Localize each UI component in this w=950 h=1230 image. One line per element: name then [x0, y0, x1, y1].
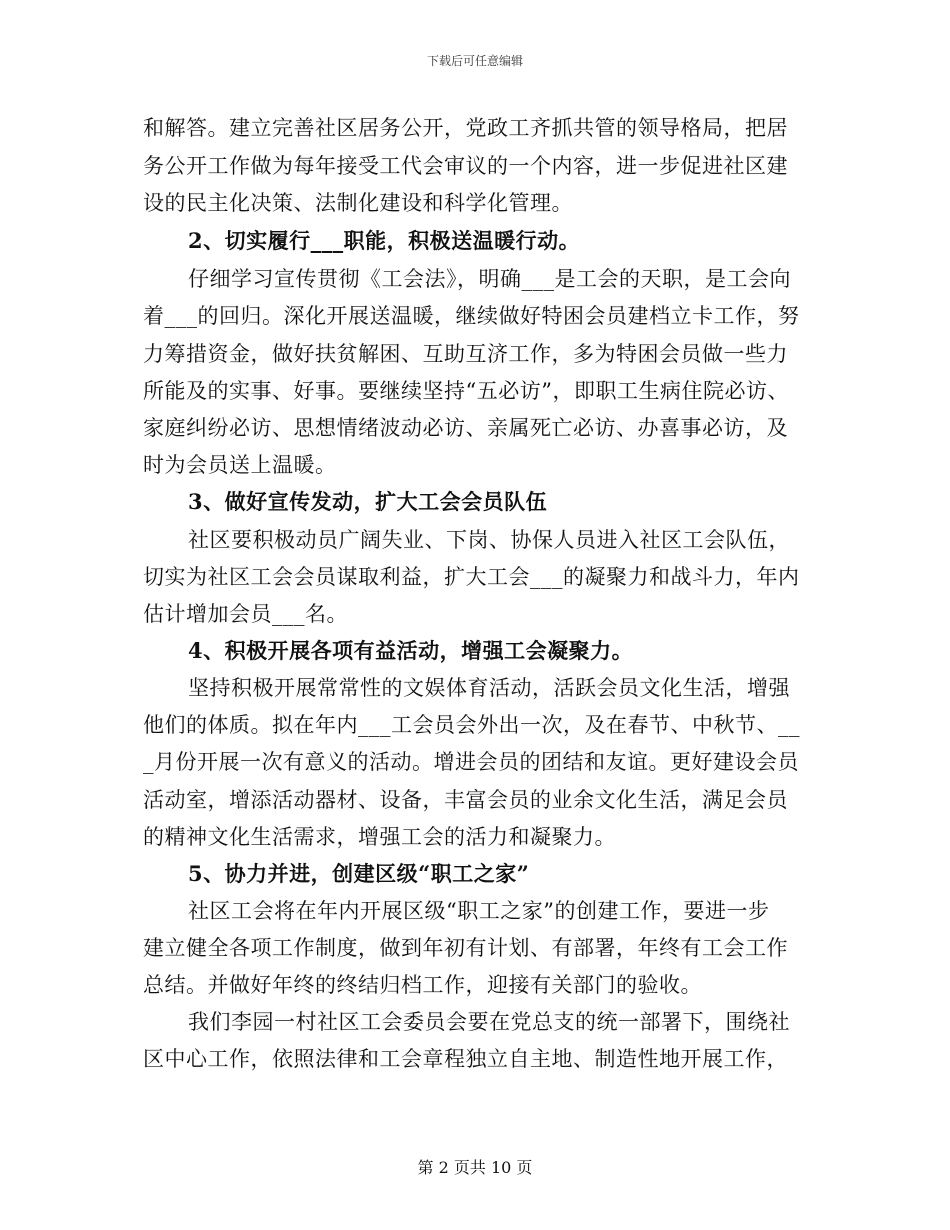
body-line: 家庭纠纷必访、思想情绪波动必访、亲属死亡必访、办喜事必访，及 [143, 416, 788, 440]
body-line: 建立健全各项工作制度，做到年初有计划、有部署，年终有工会工作 [143, 936, 788, 960]
body-line: 区中心工作，依照法律和工会章程独立自主地、制造性地开展工作， [143, 1047, 788, 1071]
body-line: 力筹措资金，做好扶贫解困、互助互济工作，多为特困会员做一些力 [143, 342, 788, 366]
body-line: 社区要积极动员广阔失业、下岗、协保人员进入社区工会队伍， [188, 528, 790, 552]
body-line: 坚持积极开展常常性的文娱体育活动，活跃会员文化生活，增强 [188, 676, 790, 700]
section-heading-5: 5、协力并进，创建区级“职工之家” [188, 861, 530, 886]
body-line: 和解答。建立完善社区居务公开，党政工齐抓共管的领导格局，把居 [143, 116, 788, 140]
body-line: 仔细学习宣传贯彻《工会法》，明确___是工会的天职，是工会向 [188, 267, 791, 291]
body-line: 我们李园一村社区工会委员会要在党总支的统一部署下，围绕社 [188, 1010, 790, 1034]
body-line: 总结。并做好年终的终结归档工作，迎接有关部门的验收。 [143, 973, 702, 997]
body-line: 所能及的实事、好事。要继续坚持“五必访”，即职工生病住院必访、 [143, 379, 789, 403]
body-line: 他们的体质。拟在年内___工会员会外出一次，及在春节、中秋节、__ [143, 713, 800, 737]
page-footer: 第 2 页共 10 页 [417, 1158, 533, 1177]
section-heading-3: 3、做好宣传发动，扩大工会会员队伍 [188, 489, 548, 514]
section-heading-2: 2、切实履行___职能，积极送温暖行动。 [188, 228, 581, 253]
body-line: 社区工会将在年内开展区级“职工之家”的创建工作，要进一步 [188, 899, 770, 923]
body-line: 设的民主化决策、法制化建设和科学化管理。 [143, 191, 573, 215]
body-line: 估计增加会员___名。 [143, 602, 348, 626]
body-line: 务公开工作做为每年接受工代会审议的一个内容，进一步促进社区建 [143, 154, 788, 178]
body-line: 切实为社区工会会员谋取利益，扩大工会___的凝聚力和战斗力，年内 [143, 565, 800, 589]
body-line: _月份开展一次有意义的活动。增进会员的团结和友谊。更好建设会员 [143, 750, 799, 774]
body-line: 活动室，增添活动器材、设备，丰富会员的业余文化生活，满足会员 [143, 788, 788, 812]
body-line: 着___的回归。深化开展送温暖，继续做好特困会员建档立卡工作，努 [143, 304, 800, 328]
page-header: 下载后可任意编辑 [426, 54, 523, 68]
section-heading-4: 4、积极开展各项有益活动，增强工会凝聚力。 [188, 638, 634, 663]
body-line: 时为会员送上温暖。 [143, 453, 337, 477]
body-line: 的精神文化生活需求，增强工会的活力和凝聚力。 [143, 825, 616, 849]
